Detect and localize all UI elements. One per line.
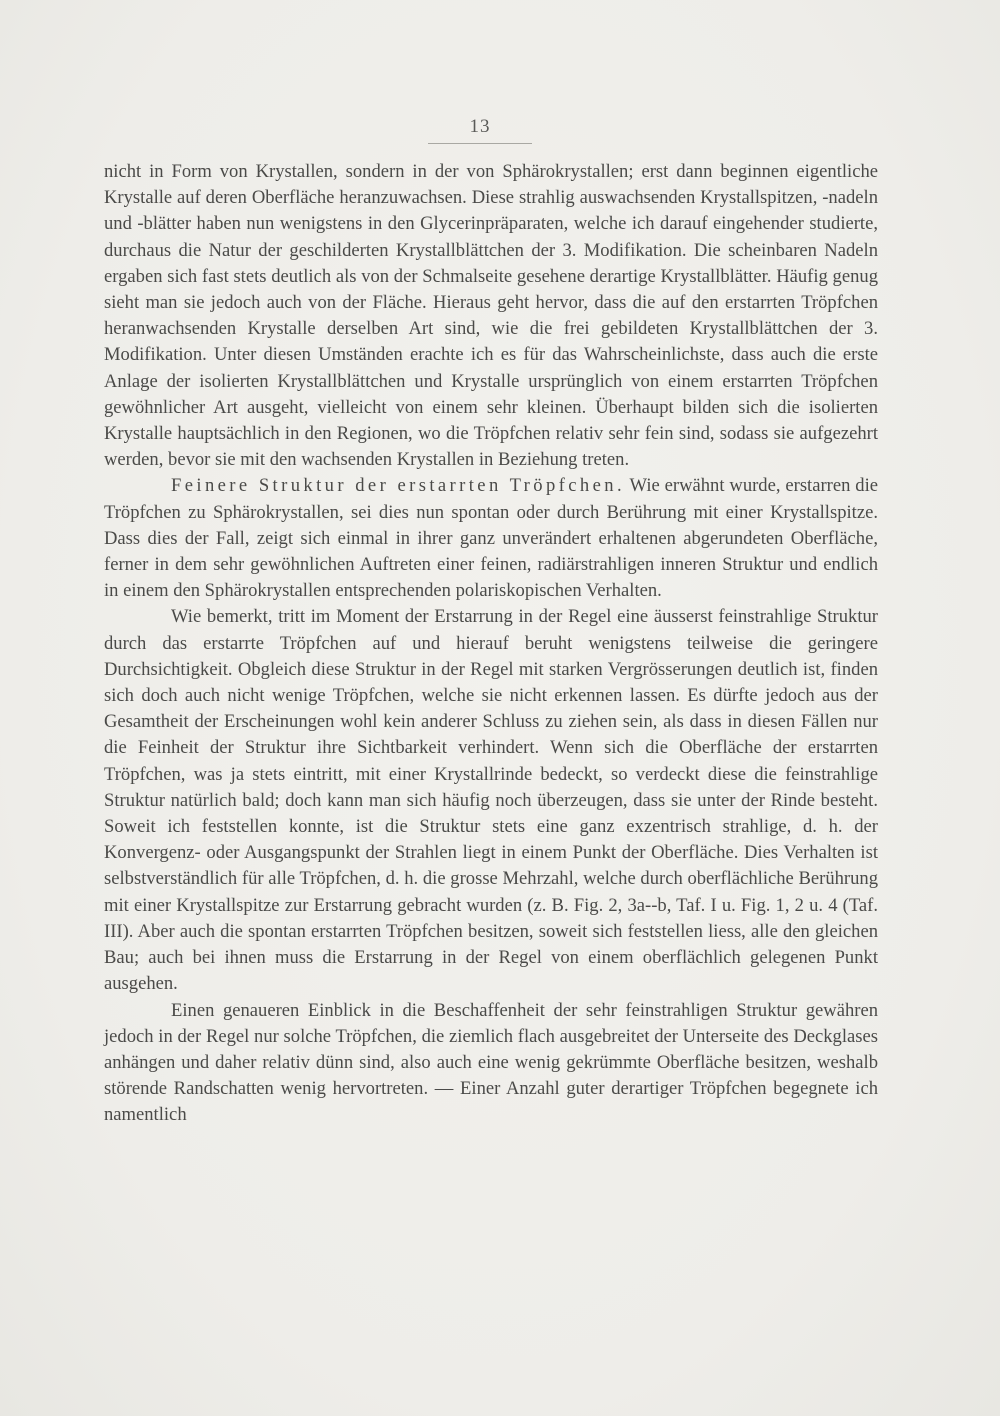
paragraph-3: Wie bemerkt, tritt im Moment der Erstarrung in der Regel eine äusserst feinstrahlige Struktur durch das erstarrte Tröpfchen auf und hierauf beruht wenigstens teilweise die geringere Durchsichtigkeit. Obgleich diese Struktur in der Regel mit starken Vergrösserungen deutlich ist, finden sich doch auch nicht wenige Tröpfchen, welche sie nicht erkennen lassen. Es dürfte jedoch aus der Gesamtheit der Erscheinungen wohl kein anderer Schluss zu ziehen sein, als dass in diesen Fällen nur die Feinheit der Struktur ihre Sichtbarkeit verhindert. Wenn sich die Oberfläche der erstarrten Tröpfchen, was ja stets eintritt, mit einer Krystallrinde bedeckt, so verdeckt diese die feinstrahlige Struktur natürlich bald; doch kann man sich häufig noch überzeugen, dass sie unter der Rinde besteht. Soweit ich feststellen konnte, ist die Struktur stets eine ganz exzentrisch strahlige, d. h. der Konvergenz- oder Ausgangspunkt der Strahlen liegt in einem Punkt der Oberfläche. Dies Verhalten ist selbstverständlich für alle Tröpfchen, d. h. die grosse Mehrzahl, welche durch oberflächliche Berührung mit einer Krystallspitze zur Erstarrung gebracht wurden (z. B. Fig. 2, 3a--b, Taf. I u. Fig. 1, 2 u. 4 (Taf. III). Aber auch die spontan erstarrten Tröpfchen besitzen, soweit sich feststellen liess, alle den gleichen Bau; auch bei ihnen muss die Erstarrung in der Regel von einem oberflächlich gelegenen Punkt ausgehen. <box>104 606 878 995</box>
page-number: 13 <box>469 116 491 137</box>
paragraph-1: nicht in Form von Krystallen, sondern in der von Sphärokrystallen; erst dann beginnen eigentliche Krystalle auf deren Oberfläche heranzuwachsen. Diese strahlig auswachsenden Krystallspitzen, -nadeln und -blätter haben nun wenigstens in den Glycerinpräparaten, welche ich darauf eingehender studierte, durchaus die Natur der geschilderten Krystallblättchen der 3. Modifikation. Die scheinbaren Nadeln ergaben sich fast stets deutlich als von der Schmalseite gesehene derartige Krystallblätter. Häufig genug sieht man sie jedoch auch von der Fläche. Hieraus geht hervor, dass die auf den erstarrten Tröpfchen heranwachsenden Krystalle derselben Art sind, wie die frei gebildeten Krystallblättchen der 3. Modifikation. Unter diesen Umständen erachte ich es für das Wahrscheinlichste, dass auch die erste Anlage der isolierten Krystallblättchen und Krystalle ursprünglich von einem erstarrten Tröpfchen gewöhnlicher Art ausgeht, vielleicht von einem sehr kleinen. Überhaupt bilden sich die isolierten Krystalle hauptsächlich in den Regionen, wo die Tröpfchen relativ sehr fein sind, sodass sie aufgezehrt werden, bevor sie mit den wachsenden Krystallen in Beziehung treten. <box>104 161 878 471</box>
paragraph-2-text: Wie erwähnt wurde, erstarren die Tröpfchen zu Sphärokrystallen, sei dies nun spontan oder durch Berührung mit einer Krystallspitze. Dass dies der Fall, zeigt sich einmal in ihrer ganz unverändert erhaltenen abgerundeten Oberfläche, ferner in dem sehr gewöhnlichen Auftreten einer feinen, radiärstrahligen inneren Struktur und endlich in einem den Sphärokrystallen entsprechenden polariskopischen Verhalten. <box>104 475 878 602</box>
body-text <box>104 159 878 1129</box>
page-number-rule <box>428 143 532 144</box>
section-heading: Feinere Struktur der erstarrten Tröpfchen. <box>171 475 626 497</box>
paragraph-4: Einen genaueren Einblick in die Beschaffenheit der sehr feinstrahligen Struktur gewähren jedoch in der Regel nur solche Tröpfchen, die ziemlich flach ausgebreitet der Unterseite des Deckglases anhängen und daher relativ dünn sind, also auch eine wenig gekrümmte Oberfläche besitzen, weshalb störende Randschatten wenig hervortreten. — Einer Anzahl guter derartiger Tröpfchen begegnete ich namentlich <box>104 999 878 1126</box>
paragraph-2 <box>104 473 878 604</box>
